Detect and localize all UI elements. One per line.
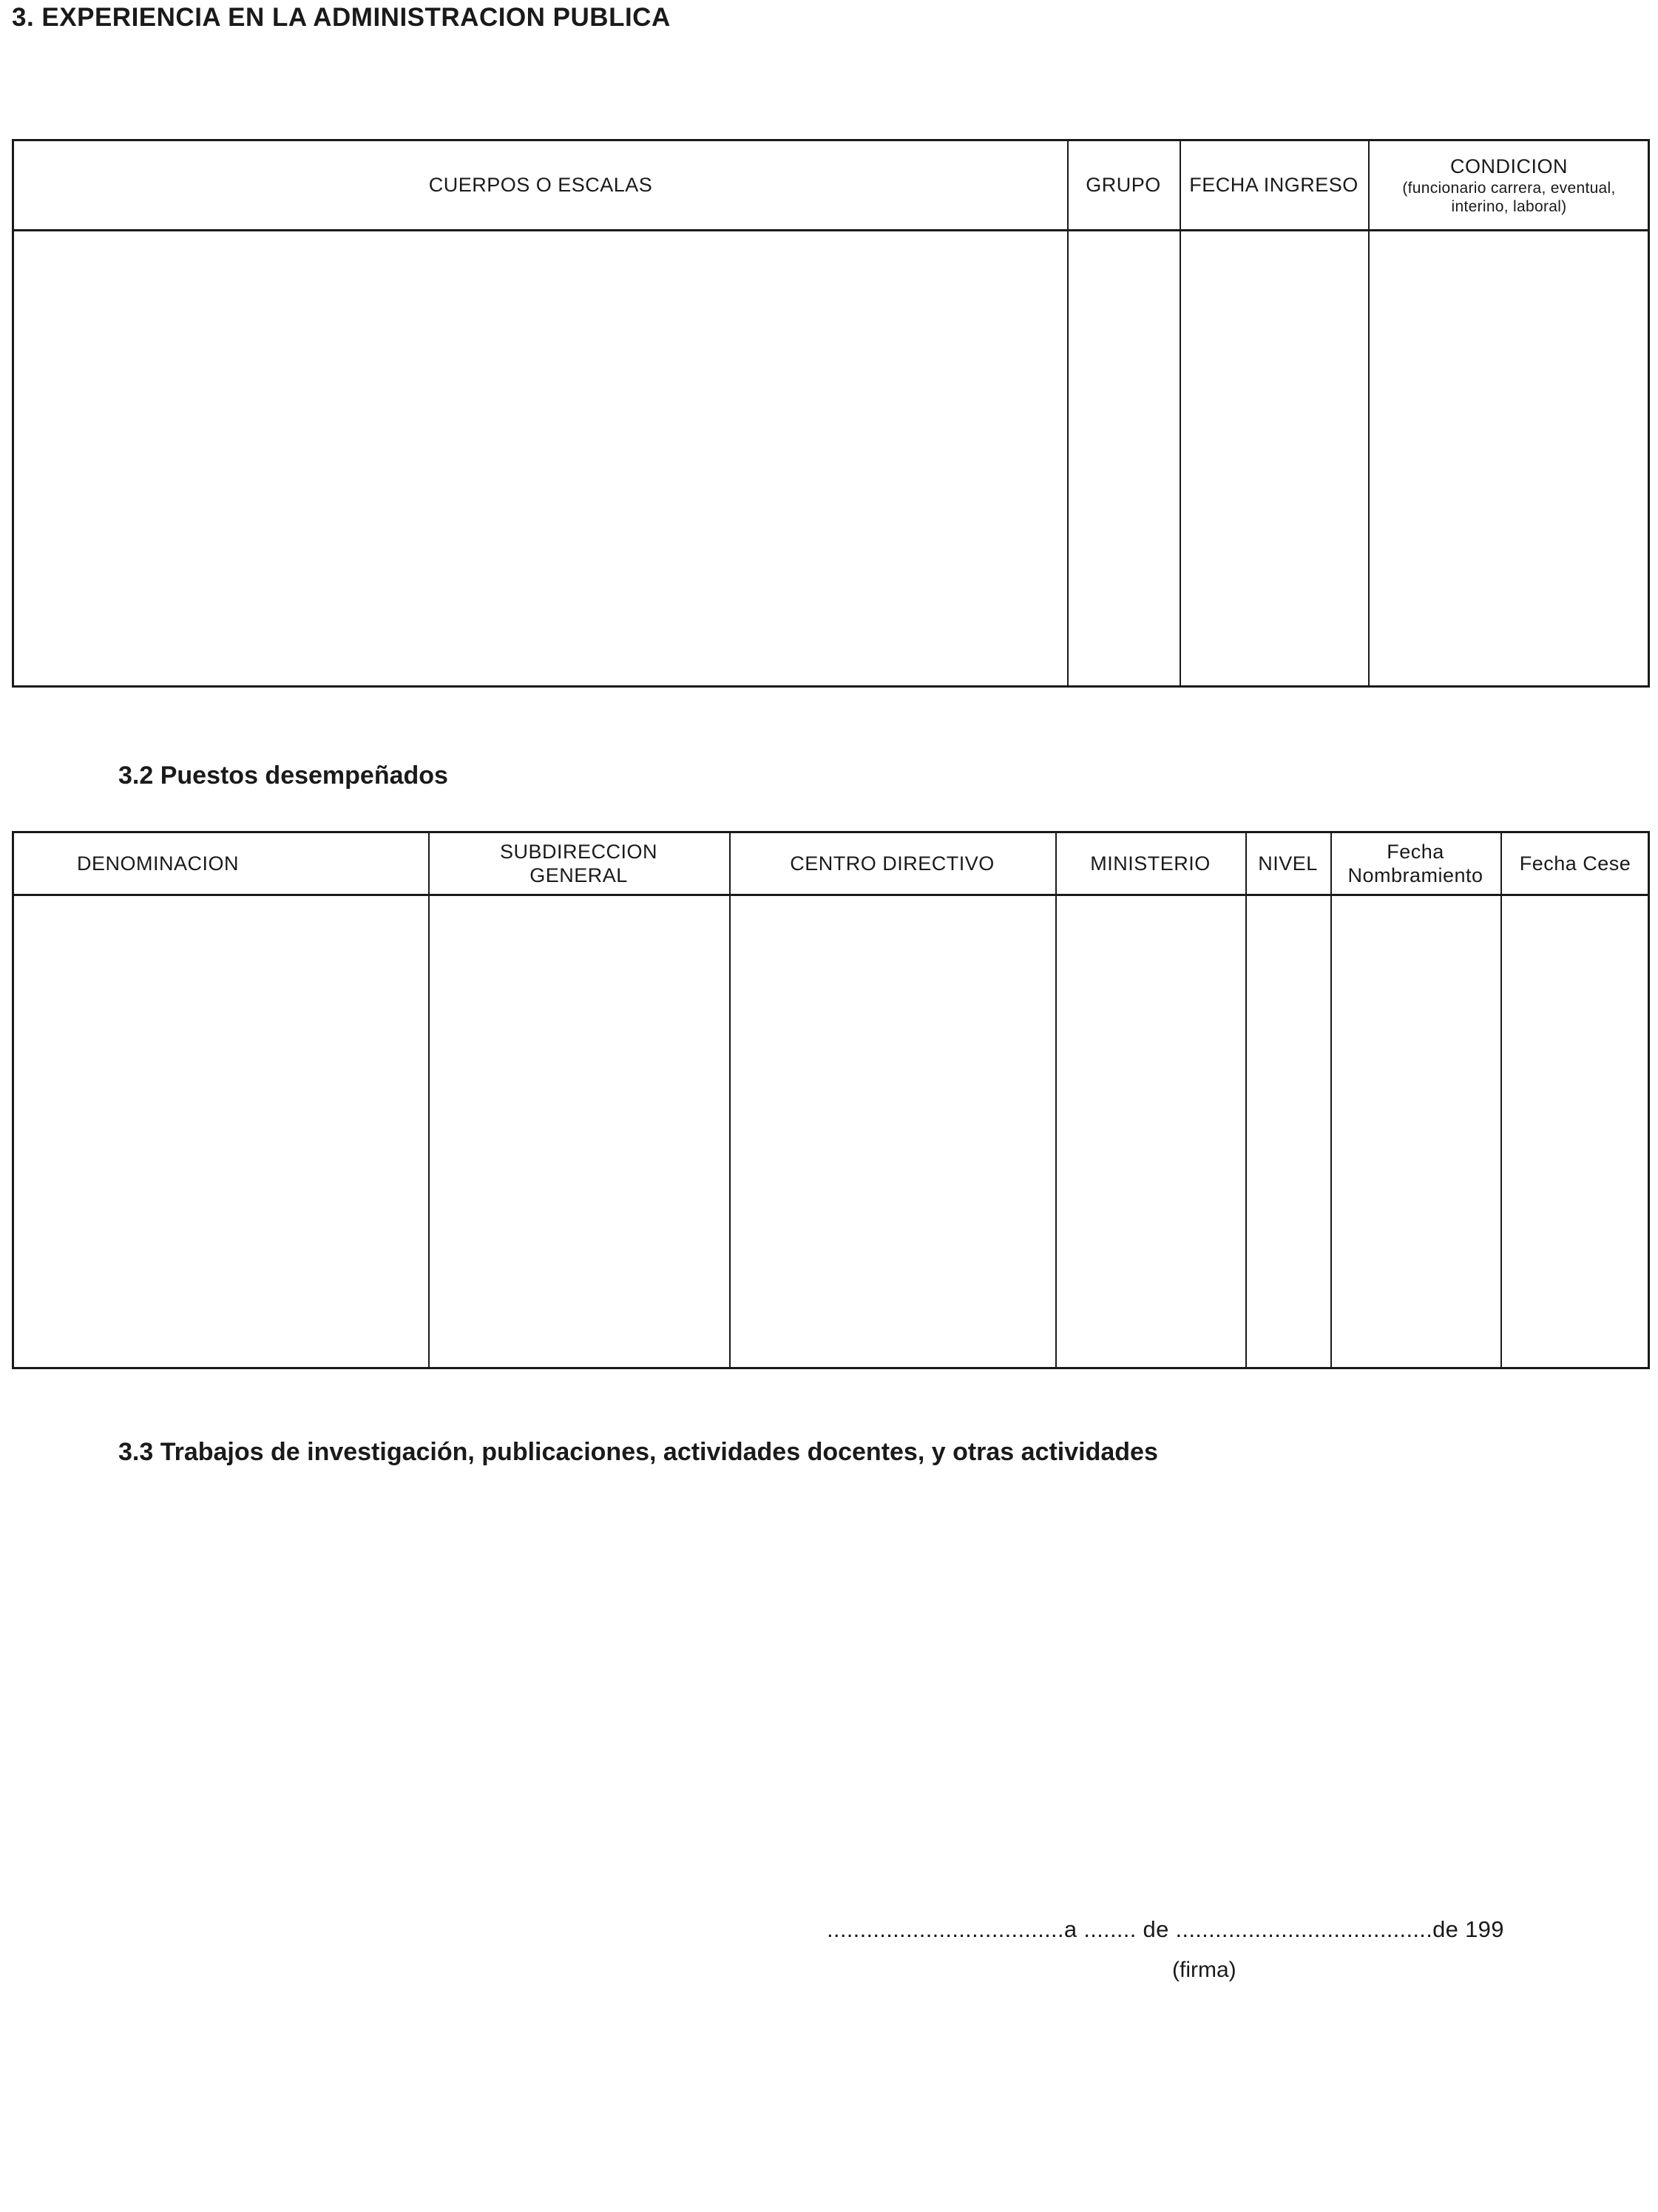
column-divider (729, 833, 731, 1367)
cell-fecha-cese[interactable] (1503, 896, 1648, 1367)
cell-denominacion[interactable] (14, 896, 428, 1367)
positions-table (12, 831, 1650, 1369)
cell-cuerpos-escalas[interactable] (14, 231, 1067, 685)
cell-centro-directivo[interactable] (731, 896, 1055, 1367)
header-condicion-note: interino, laboral) (1451, 197, 1567, 215)
column-divider (428, 833, 430, 1367)
header-fecha-nombramiento-label: Nombramiento (1347, 864, 1483, 886)
column-divider (1500, 833, 1502, 1367)
header-fecha-cese (1500, 833, 1650, 894)
header-fecha-ingreso-label: FECHA INGRESO (1189, 174, 1358, 197)
experience-table (12, 139, 1650, 688)
header-subdireccion-label: SUBDIRECCION (499, 840, 658, 863)
cell-subdireccion-general[interactable] (430, 896, 729, 1367)
header-centro-directivo (729, 833, 1055, 894)
place-date-line[interactable]: ....................................a ........ de .......................................de 199 (827, 1916, 1504, 1942)
header-cuerpos-escalas (14, 141, 1067, 229)
column-divider (1330, 833, 1332, 1367)
header-condicion-note: (funcionario carrera, eventual, (1402, 179, 1616, 197)
header-fecha-nombramiento-label: Fecha (1387, 840, 1444, 863)
header-nivel (1245, 833, 1330, 894)
cell-fecha-nombramiento[interactable] (1333, 896, 1500, 1367)
section-title-trabajos: 3.3 Trabajos de investigación, publicaciones, actividades docentes, y otras actividades (118, 1438, 1158, 1466)
header-fecha-cese-label: Fecha Cese (1519, 852, 1631, 875)
header-cuerpos-escalas-label: CUERPOS O ESCALAS (428, 174, 653, 197)
header-grupo-label: GRUPO (1086, 174, 1161, 197)
header-ministerio-label: MINISTERIO (1090, 852, 1211, 875)
cell-condicion[interactable] (1370, 231, 1648, 685)
header-denominacion (14, 833, 302, 894)
header-subdireccion-label: GENERAL (529, 864, 628, 886)
header-condicion-label: CONDICION (1450, 155, 1568, 178)
cell-fecha-ingreso[interactable] (1182, 231, 1368, 685)
header-fecha-ingreso (1180, 141, 1368, 229)
column-divider (1055, 833, 1057, 1367)
cell-ministerio[interactable] (1058, 896, 1245, 1367)
section-title-experiencia: 3. EXPERIENCIA EN LA ADMINISTRACION PUBLICA (12, 3, 671, 32)
header-nivel-label: NIVEL (1258, 852, 1318, 875)
cell-grupo[interactable] (1069, 231, 1180, 685)
column-divider (1245, 833, 1247, 1367)
header-denominacion-label: DENOMINACION (76, 852, 239, 875)
header-condicion (1368, 141, 1650, 229)
section-title-puestos: 3.2 Puestos desempeñados (118, 761, 448, 790)
activities-text-area[interactable] (118, 1486, 1597, 1885)
header-fecha-nombramiento (1330, 833, 1500, 894)
header-ministerio (1055, 833, 1245, 894)
header-centro-directivo-label: CENTRO DIRECTIVO (790, 852, 995, 875)
firma-label: (firma) (1172, 1958, 1236, 1982)
header-grupo (1067, 141, 1180, 229)
header-subdireccion-general (428, 833, 729, 894)
cell-nivel[interactable] (1248, 896, 1330, 1367)
